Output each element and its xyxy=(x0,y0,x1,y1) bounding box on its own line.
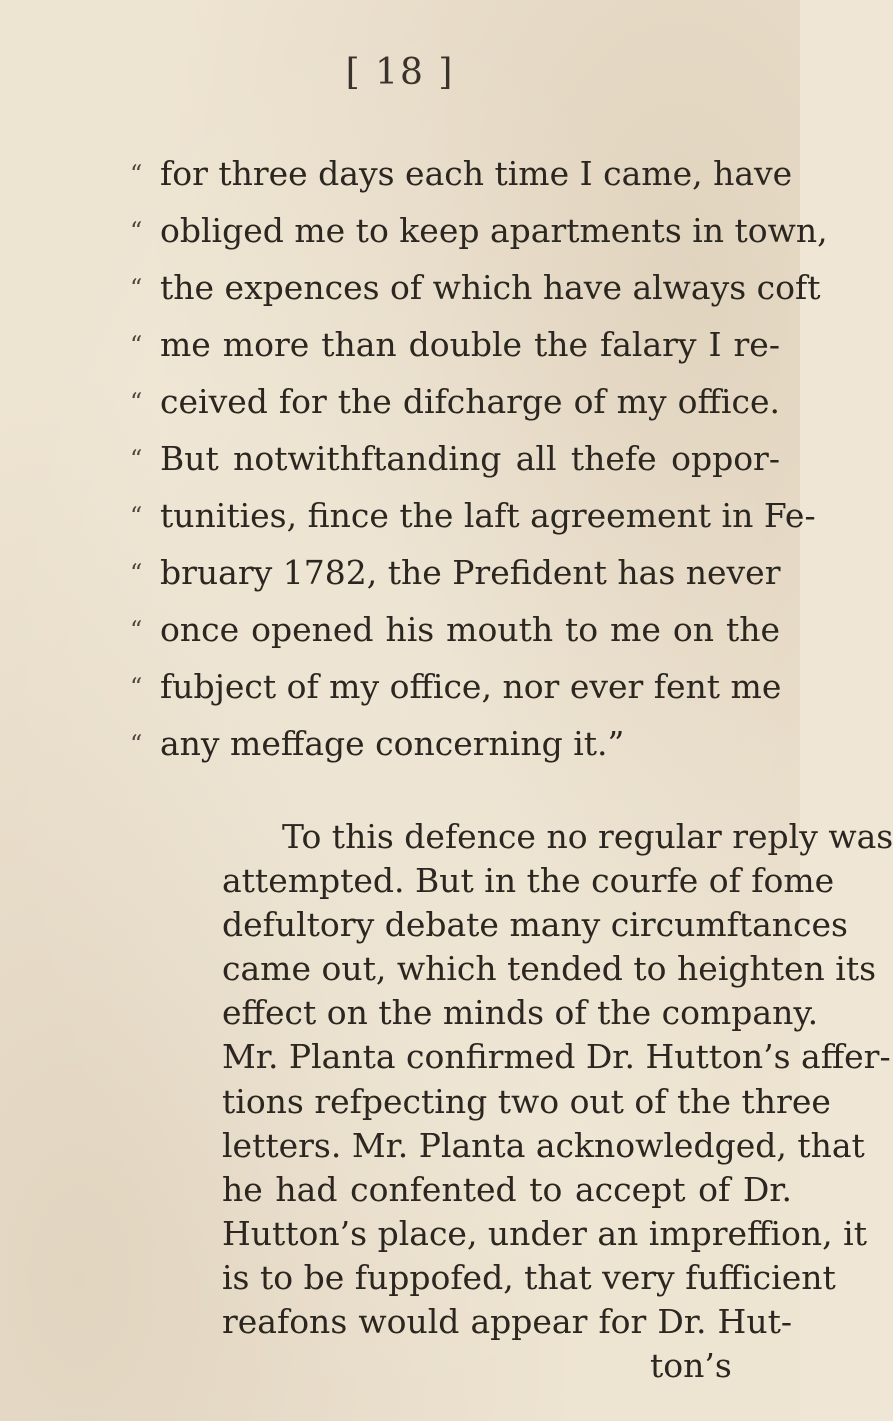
line-text: for three days each time I came, have xyxy=(160,154,793,193)
page-number: [ 18 ] xyxy=(345,52,455,93)
catchword: ton’s xyxy=(650,1346,732,1385)
quote-mark: “ xyxy=(130,160,143,188)
quoted-line xyxy=(130,722,780,766)
body-line: attempted. But in the courfe of fome xyxy=(222,861,835,900)
quoted-line xyxy=(130,152,793,196)
quoted-line xyxy=(130,665,782,709)
line-text: obliged me to keep apartments in town, xyxy=(160,211,828,250)
line-text: bruary 1782, the Prefident has never xyxy=(160,553,781,592)
quoted-line xyxy=(130,437,780,481)
quote-mark: “ xyxy=(130,388,143,416)
line-text: But notwithftanding all thefe oppor- xyxy=(160,439,780,478)
quote-mark: “ xyxy=(130,673,143,701)
body-line: came out, which tended to heighten its xyxy=(222,949,877,988)
quote-mark: “ xyxy=(130,559,143,587)
body-line: Hutton’s place, under an impreffion, it xyxy=(222,1214,867,1253)
body-line: Mr. Planta confirmed Dr. Hutton’s affer- xyxy=(222,1037,891,1076)
quote-mark: “ xyxy=(130,331,143,359)
quoted-line xyxy=(130,608,780,652)
body-line: reafons would appear for Dr. Hut- xyxy=(222,1302,792,1341)
line-text: fubject of my office, nor ever fent me xyxy=(160,667,782,706)
line-text: any meffage concerning it.” xyxy=(160,724,625,763)
body-line: letters. Mr. Planta acknowledged, that xyxy=(222,1126,865,1165)
quoted-line xyxy=(130,266,821,310)
quoted-line xyxy=(130,380,780,424)
line-text: me more than double the falary I re- xyxy=(160,325,780,364)
body-line: To this defence no regular reply was xyxy=(282,817,893,856)
body-line: effect on the minds of the company. xyxy=(222,993,819,1032)
body-line: is to be fuppofed, that very fufficient xyxy=(222,1258,836,1297)
line-text: the expences of which have always coft xyxy=(160,268,821,307)
line-text: tunities, fince the laft agreement in Fe- xyxy=(160,496,816,535)
body-line: he had confented to accept of Dr. xyxy=(222,1170,792,1209)
quote-mark: “ xyxy=(130,445,143,473)
quoted-line xyxy=(130,323,780,367)
body-line: tions refpecting two out of the three xyxy=(222,1082,831,1121)
quote-mark: “ xyxy=(130,274,143,302)
line-text: ceived for the difcharge of my office. xyxy=(160,382,780,421)
body-line: defultory debate many circumftances xyxy=(222,905,848,944)
line-text: once opened his mouth to me on the xyxy=(160,610,780,649)
quote-mark: “ xyxy=(130,217,143,245)
quoted-line xyxy=(130,494,816,538)
quote-mark: “ xyxy=(130,502,143,530)
quote-mark: “ xyxy=(130,730,143,758)
quote-mark: “ xyxy=(130,616,143,644)
quoted-line xyxy=(130,209,828,253)
quoted-line xyxy=(130,551,781,595)
